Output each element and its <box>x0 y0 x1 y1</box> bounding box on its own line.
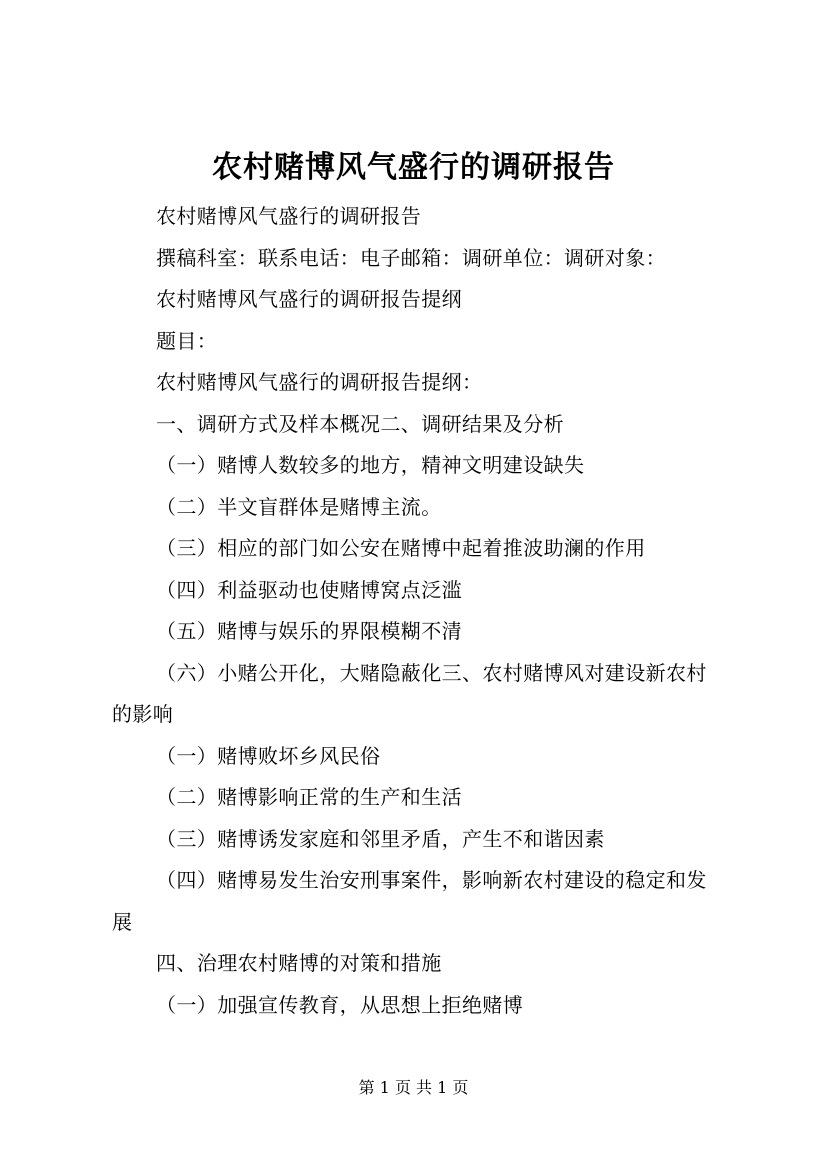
paragraph: （三）赌博诱发家庭和邻里矛盾，产生不和谐因素 <box>156 826 605 851</box>
paragraph: 四、治理农村赌博的对策和措施 <box>156 951 442 975</box>
page-footer: 第 1 页 共 1 页 <box>358 1078 469 1097</box>
paragraph: （一）加强宣传教育，从思想上拒绝赌博 <box>156 992 524 1017</box>
paragraph: （五）赌博与娱乐的界限模糊不清 <box>156 619 462 643</box>
paragraph: （四）利益驱动也使赌博窝点泛滥 <box>156 577 462 602</box>
paragraph: （四）赌博易发生治安刑事案件，影响新农村建设的稳定和发展 <box>112 868 707 934</box>
document-title: 农村赌博风气盛行的调研报告 <box>212 150 615 185</box>
paragraph: （六）小赌公开化，大赌隐蔽化三、农村赌博风对建设新农村的影响 <box>112 660 707 726</box>
paragraph: 题目： <box>156 328 218 353</box>
paragraph: （一）赌博败坏乡风民俗 <box>156 743 381 768</box>
paragraph: （二）赌博影响正常的生产和生活 <box>156 785 462 809</box>
document-body <box>112 196 724 1026</box>
paragraph: （二）半文盲群体是赌博主流。 <box>156 494 442 519</box>
paragraph: （三）相应的部门如公安在赌博中起着推波助澜的作用 <box>156 536 646 560</box>
paragraph: 农村赌博风气盛行的调研报告提纲： <box>156 370 483 394</box>
paragraph: 一、调研方式及样本概况二、调研结果及分析 <box>156 411 564 436</box>
paragraph: 撰稿科室：联系电话：电子邮箱：调研单位：调研对象： <box>156 245 666 270</box>
paragraph: 农村赌博风气盛行的调研报告提纲 <box>156 287 462 311</box>
paragraph: 农村赌博风气盛行的调研报告 <box>156 204 422 228</box>
paragraph: （一）赌博人数较多的地方，精神文明建设缺失 <box>156 453 585 477</box>
